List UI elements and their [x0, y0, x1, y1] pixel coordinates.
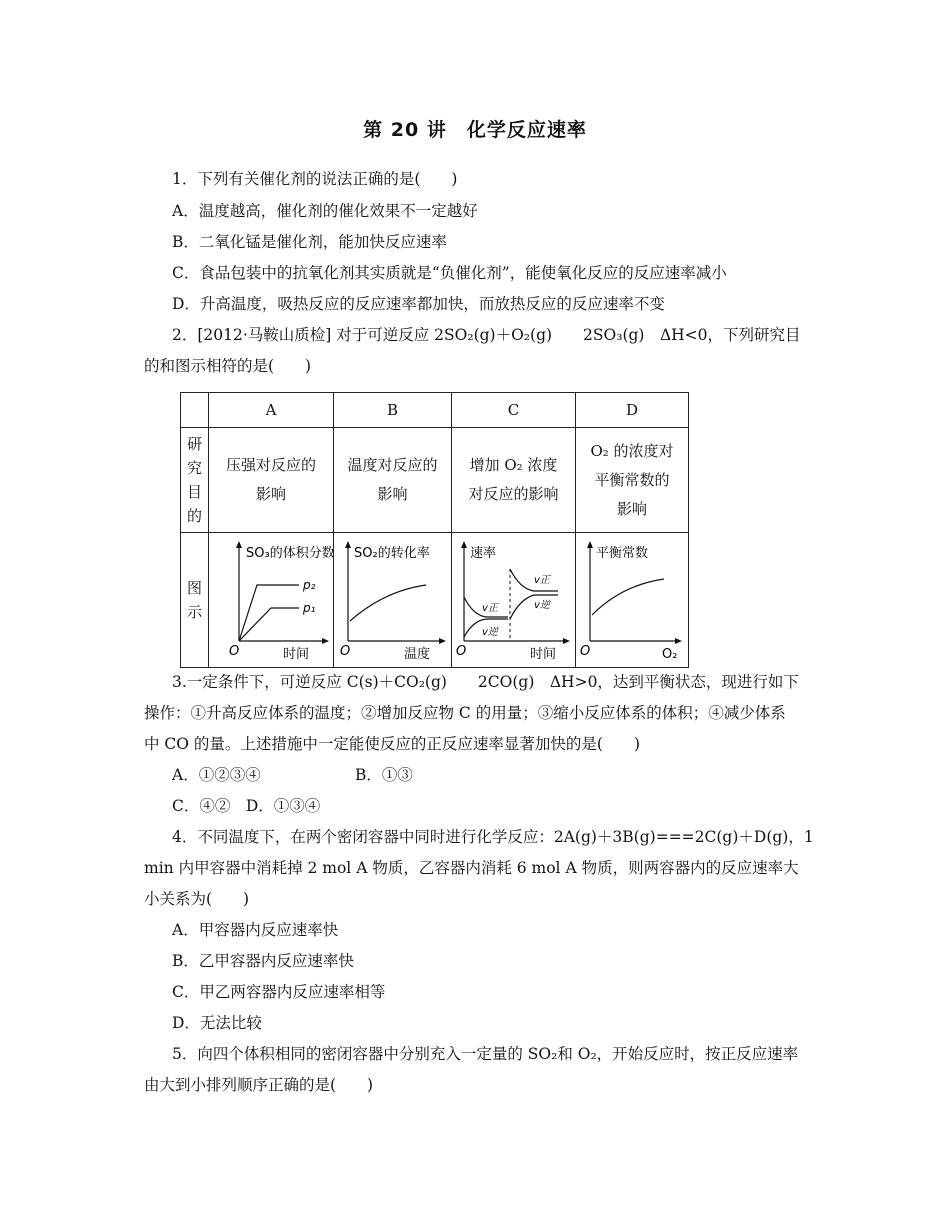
q2-stem-line1: 2．[2012·马鞍山质检] 对于可逆反应 2SO₂(g)＋O₂(g) 2SO₃(g) ΔH<0，下列研究目: [172, 326, 801, 344]
graph-b-xlabel: 温度: [404, 647, 431, 662]
graph-a-cell: [209, 533, 334, 668]
graph-a-origin: O: [229, 644, 240, 659]
q3-line1: 3.一定条件下，可逆反应 C(s)＋CO₂(g) 2CO(g) ΔH>0，达到平衡状态，现进行如下: [172, 673, 799, 691]
graph-d-ylabel: 平衡常数: [596, 546, 649, 561]
graph-c-label-reverse-before: v逆: [482, 627, 498, 638]
row-label-purpose-text: 研究目的: [186, 435, 202, 525]
graph-a-y-arrow: [236, 541, 242, 548]
purpose-a-line1: 压强对反应的: [225, 456, 316, 474]
row-label-graph-text: 图示: [186, 579, 202, 621]
q4-line2: min 内甲容器中消耗掉 2 mol A 物质，乙容器内消耗 6 mol A 物质，则两容器内的反应速率大: [144, 859, 799, 877]
q4-option-c: C．甲乙两容器内反应速率相等: [172, 983, 386, 1001]
q3-line3: 中 CO 的量。上述措施中一定能使反应的正反应速率显著加快的是( ): [144, 735, 641, 753]
header-d: D: [576, 393, 689, 428]
purpose-b-line1: 温度对反应的: [347, 456, 438, 474]
graph-c-xlabel: 时间: [530, 647, 557, 662]
row-label-purpose: [181, 428, 209, 533]
q1-option-a: A．温度越高，催化剂的催化效果不一定越好: [172, 202, 478, 220]
purpose-d-line1: O₂ 的浓度对: [590, 441, 674, 460]
purpose-b: [334, 428, 452, 533]
graph-b-y-arrow: [345, 541, 351, 548]
graph-d-cell: [576, 533, 689, 668]
graph-a-ylabel: SO₃的体积分数: [246, 546, 333, 561]
graph-c-ylabel: 速率: [470, 546, 497, 561]
purpose-a: [209, 428, 334, 533]
q3-line2: 操作：①升高反应体系的温度；②增加反应物 C 的用量；③缩小反应体系的体积；④减少体系: [144, 704, 786, 722]
q3-option-cd: C．④② D．①③④: [172, 797, 321, 815]
graph-a-label-p2: p₂: [303, 578, 316, 592]
graph-d-origin: O: [580, 644, 591, 659]
graph-c-x-arrow: [563, 638, 570, 644]
graph-b-ylabel: SO₂的转化率: [354, 546, 430, 561]
graph-c-label-forward-before: v正: [482, 603, 498, 614]
q1-option-b: B．二氧化锰是催化剂，能加快反应速率: [172, 233, 447, 251]
purpose-c-line2: 对反应的影响: [468, 485, 559, 503]
q4-option-d: D．无法比较: [172, 1014, 262, 1032]
q3-option-b: B．①③: [355, 766, 413, 784]
q1-option-c: C．食品包装中的抗氧化剂其实质就是“负催化剂”，能使氧化反应的反应速率减小: [172, 264, 727, 282]
q4-option-b: B．乙甲容器内反应速率快: [172, 952, 354, 970]
q5-line2: 由大到小排列顺序正确的是( ): [144, 1076, 374, 1094]
purpose-d: [576, 428, 689, 533]
header-c: C: [452, 393, 576, 428]
q4-option-a: A．甲容器内反应速率快: [172, 921, 339, 939]
graph-b-x-arrow: [439, 638, 446, 644]
graph-b-curve: [350, 585, 426, 621]
purpose-c-line1: 增加 O₂ 浓度: [469, 456, 558, 474]
graph-c-label-forward-after: v正: [534, 575, 550, 586]
graph-a-curve-p2: [239, 585, 299, 641]
q1-stem: 1．下列有关催化剂的说法正确的是( ): [172, 170, 458, 188]
graph-d-curve: [592, 579, 664, 615]
graph-c-origin: O: [456, 644, 467, 659]
q2-table: [180, 392, 689, 668]
graph-a-x-arrow: [322, 638, 329, 644]
graph-a: [209, 533, 333, 663]
page-title: 第 20 讲 化学反应速率: [363, 119, 587, 141]
graph-c-y-arrow: [461, 541, 467, 548]
header-b: B: [334, 393, 452, 428]
graph-d: [576, 533, 688, 663]
graph-c: [452, 533, 575, 663]
purpose-b-line2: 影响: [377, 485, 408, 503]
q4-line1: 4．不同温度下，在两个密闭容器中同时进行化学反应：2A(g)＋3B(g)===2C(g)＋D(g)，1: [172, 828, 814, 846]
graph-b-cell: [334, 533, 452, 668]
graph-d-x-arrow: [675, 638, 682, 644]
q3-option-a: A．①②③④: [172, 766, 261, 784]
graph-d-y-arrow: [587, 541, 593, 548]
q1-option-d: D．升高温度，吸热反应的反应速率都加快，而放热反应的反应速率不变: [172, 295, 665, 313]
graph-d-xlabel: O₂: [662, 647, 678, 662]
graph-a-label-p1: p₁: [303, 601, 316, 615]
graph-a-xlabel: 时间: [283, 647, 310, 662]
purpose-d-line2: 平衡常数的: [594, 470, 670, 489]
graph-c-label-reverse-after: v逆: [534, 600, 550, 611]
graph-c-cell: [452, 533, 576, 668]
header-a: A: [209, 393, 334, 428]
graph-b: [334, 533, 451, 663]
row-label-graph: [181, 533, 209, 668]
graph-b-origin: O: [340, 644, 351, 659]
purpose-c: [452, 428, 576, 533]
purpose-d-line3: 影响: [616, 499, 647, 518]
q5-line1: 5．向四个体积相同的密闭容器中分别充入一定量的 SO₂和 O₂，开始反应时，按正反应速率: [172, 1045, 799, 1063]
table-corner: [181, 393, 209, 428]
purpose-a-line2: 影响: [255, 485, 286, 503]
q4-line3: 小关系为( ): [144, 890, 250, 908]
q2-stem-line2: 的和图示相符的是( ): [144, 357, 312, 375]
